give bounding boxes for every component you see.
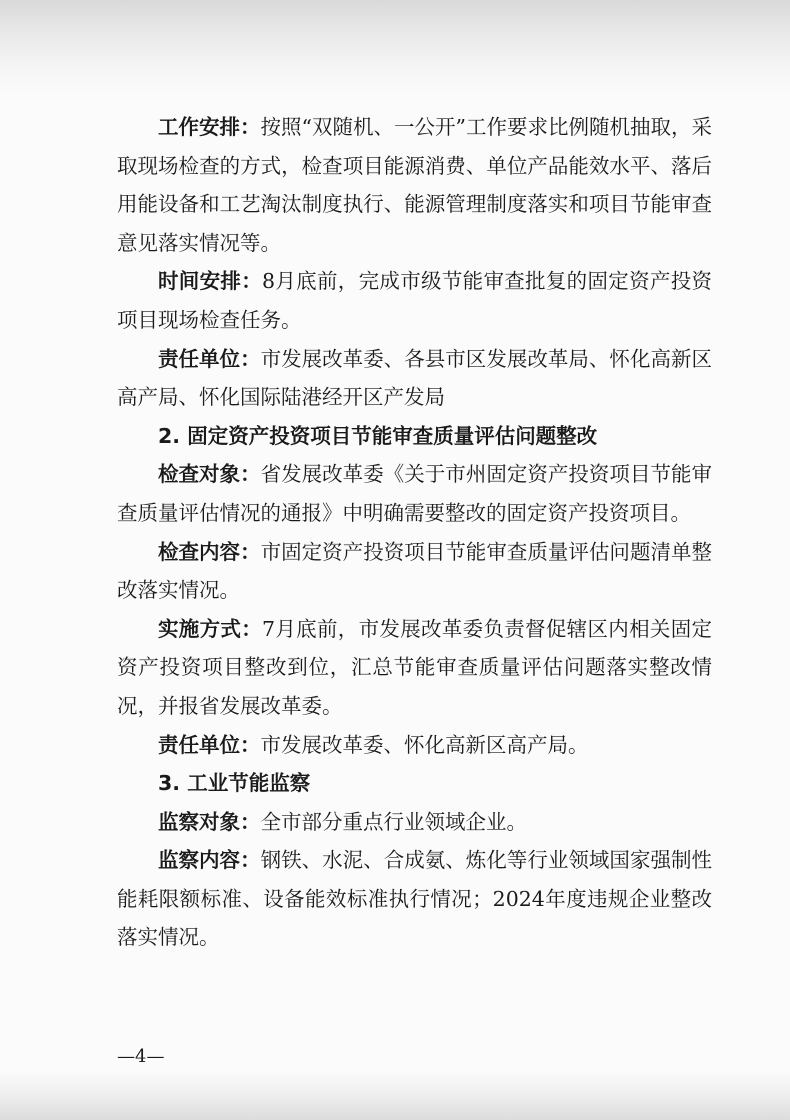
paragraph-label: 工作安排：	[158, 115, 261, 139]
page-number: —4—	[117, 1046, 165, 1067]
paragraph-text: 市发展改革委、各县市区发展改革局、怀化高新区高产局、怀化国际陆港经开区产发局	[117, 346, 713, 410]
supervision-object-paragraph	[117, 803, 712, 842]
section-heading-2: 2. 固定资产投资项目节能审查质量评估问题整改	[158, 423, 598, 448]
section-heading-3: 3. 工业节能监察	[158, 771, 311, 796]
time-arrangement-paragraph	[117, 262, 712, 339]
paragraph-text: 按照“双随机、一公开”工作要求比例随机抽取，采取现场检查的方式，检查项目能源消费、单位产品能效水平、落后用能设备和工艺淘汰制度执行、能源管理制度落实和项目节能审查意见落实情况等。	[117, 115, 713, 255]
paragraph-text: 8月底前，完成市级节能审查批复的固定资产投资项目现场检查任务。	[117, 269, 712, 332]
scan-shadow-top	[0, 0, 790, 95]
paragraph-text: 市发展改革委、怀化高新区高产局。	[260, 732, 589, 757]
paragraph-text: 市固定资产投资项目节能审查质量评估问题清单整改落实情况。	[117, 539, 713, 603]
implementation-method-paragraph	[117, 610, 712, 726]
paragraph-text: 钢铁、水泥、合成氨、炼化等行业领域国家强制性能耗限额标准、设备能效标准执行情况；2024年度违规企业整改落实情况。	[117, 848, 713, 950]
inspection-content-paragraph	[117, 533, 712, 610]
paragraph-label: 监察内容：	[158, 848, 261, 873]
scan-shadow-bottom	[0, 1070, 790, 1120]
paragraph-label: 责任单位：	[158, 346, 261, 371]
responsible-unit-paragraph	[117, 340, 712, 417]
work-arrangement-paragraph	[117, 108, 712, 262]
paragraph-label: 检查内容：	[158, 539, 261, 564]
paragraph-text: 省发展改革委《关于市州固定资产投资项目节能审查质量评估情况的通报》中明确需要整改的固定资产投资项目。	[117, 462, 713, 525]
supervision-content-paragraph	[117, 841, 712, 957]
paragraph-label: 实施方式：	[158, 616, 263, 641]
paragraph-label: 监察对象：	[158, 809, 261, 834]
inspection-object-paragraph	[117, 455, 712, 532]
responsible-unit-paragraph-2	[117, 726, 712, 765]
paragraph-label: 时间安排：	[158, 269, 263, 294]
paragraph-label: 检查对象：	[158, 462, 261, 487]
document-body	[117, 108, 712, 957]
paragraph-label: 责任单位：	[158, 732, 261, 757]
paragraph-text: 7月底前，市发展改革委负责督促辖区内相关固定资产投资项目整改到位，汇总节能审查质量评估问题落实整改情况，并报省发展改革委。	[117, 616, 712, 718]
paragraph-text: 全市部分重点行业领域企业。	[260, 809, 527, 834]
